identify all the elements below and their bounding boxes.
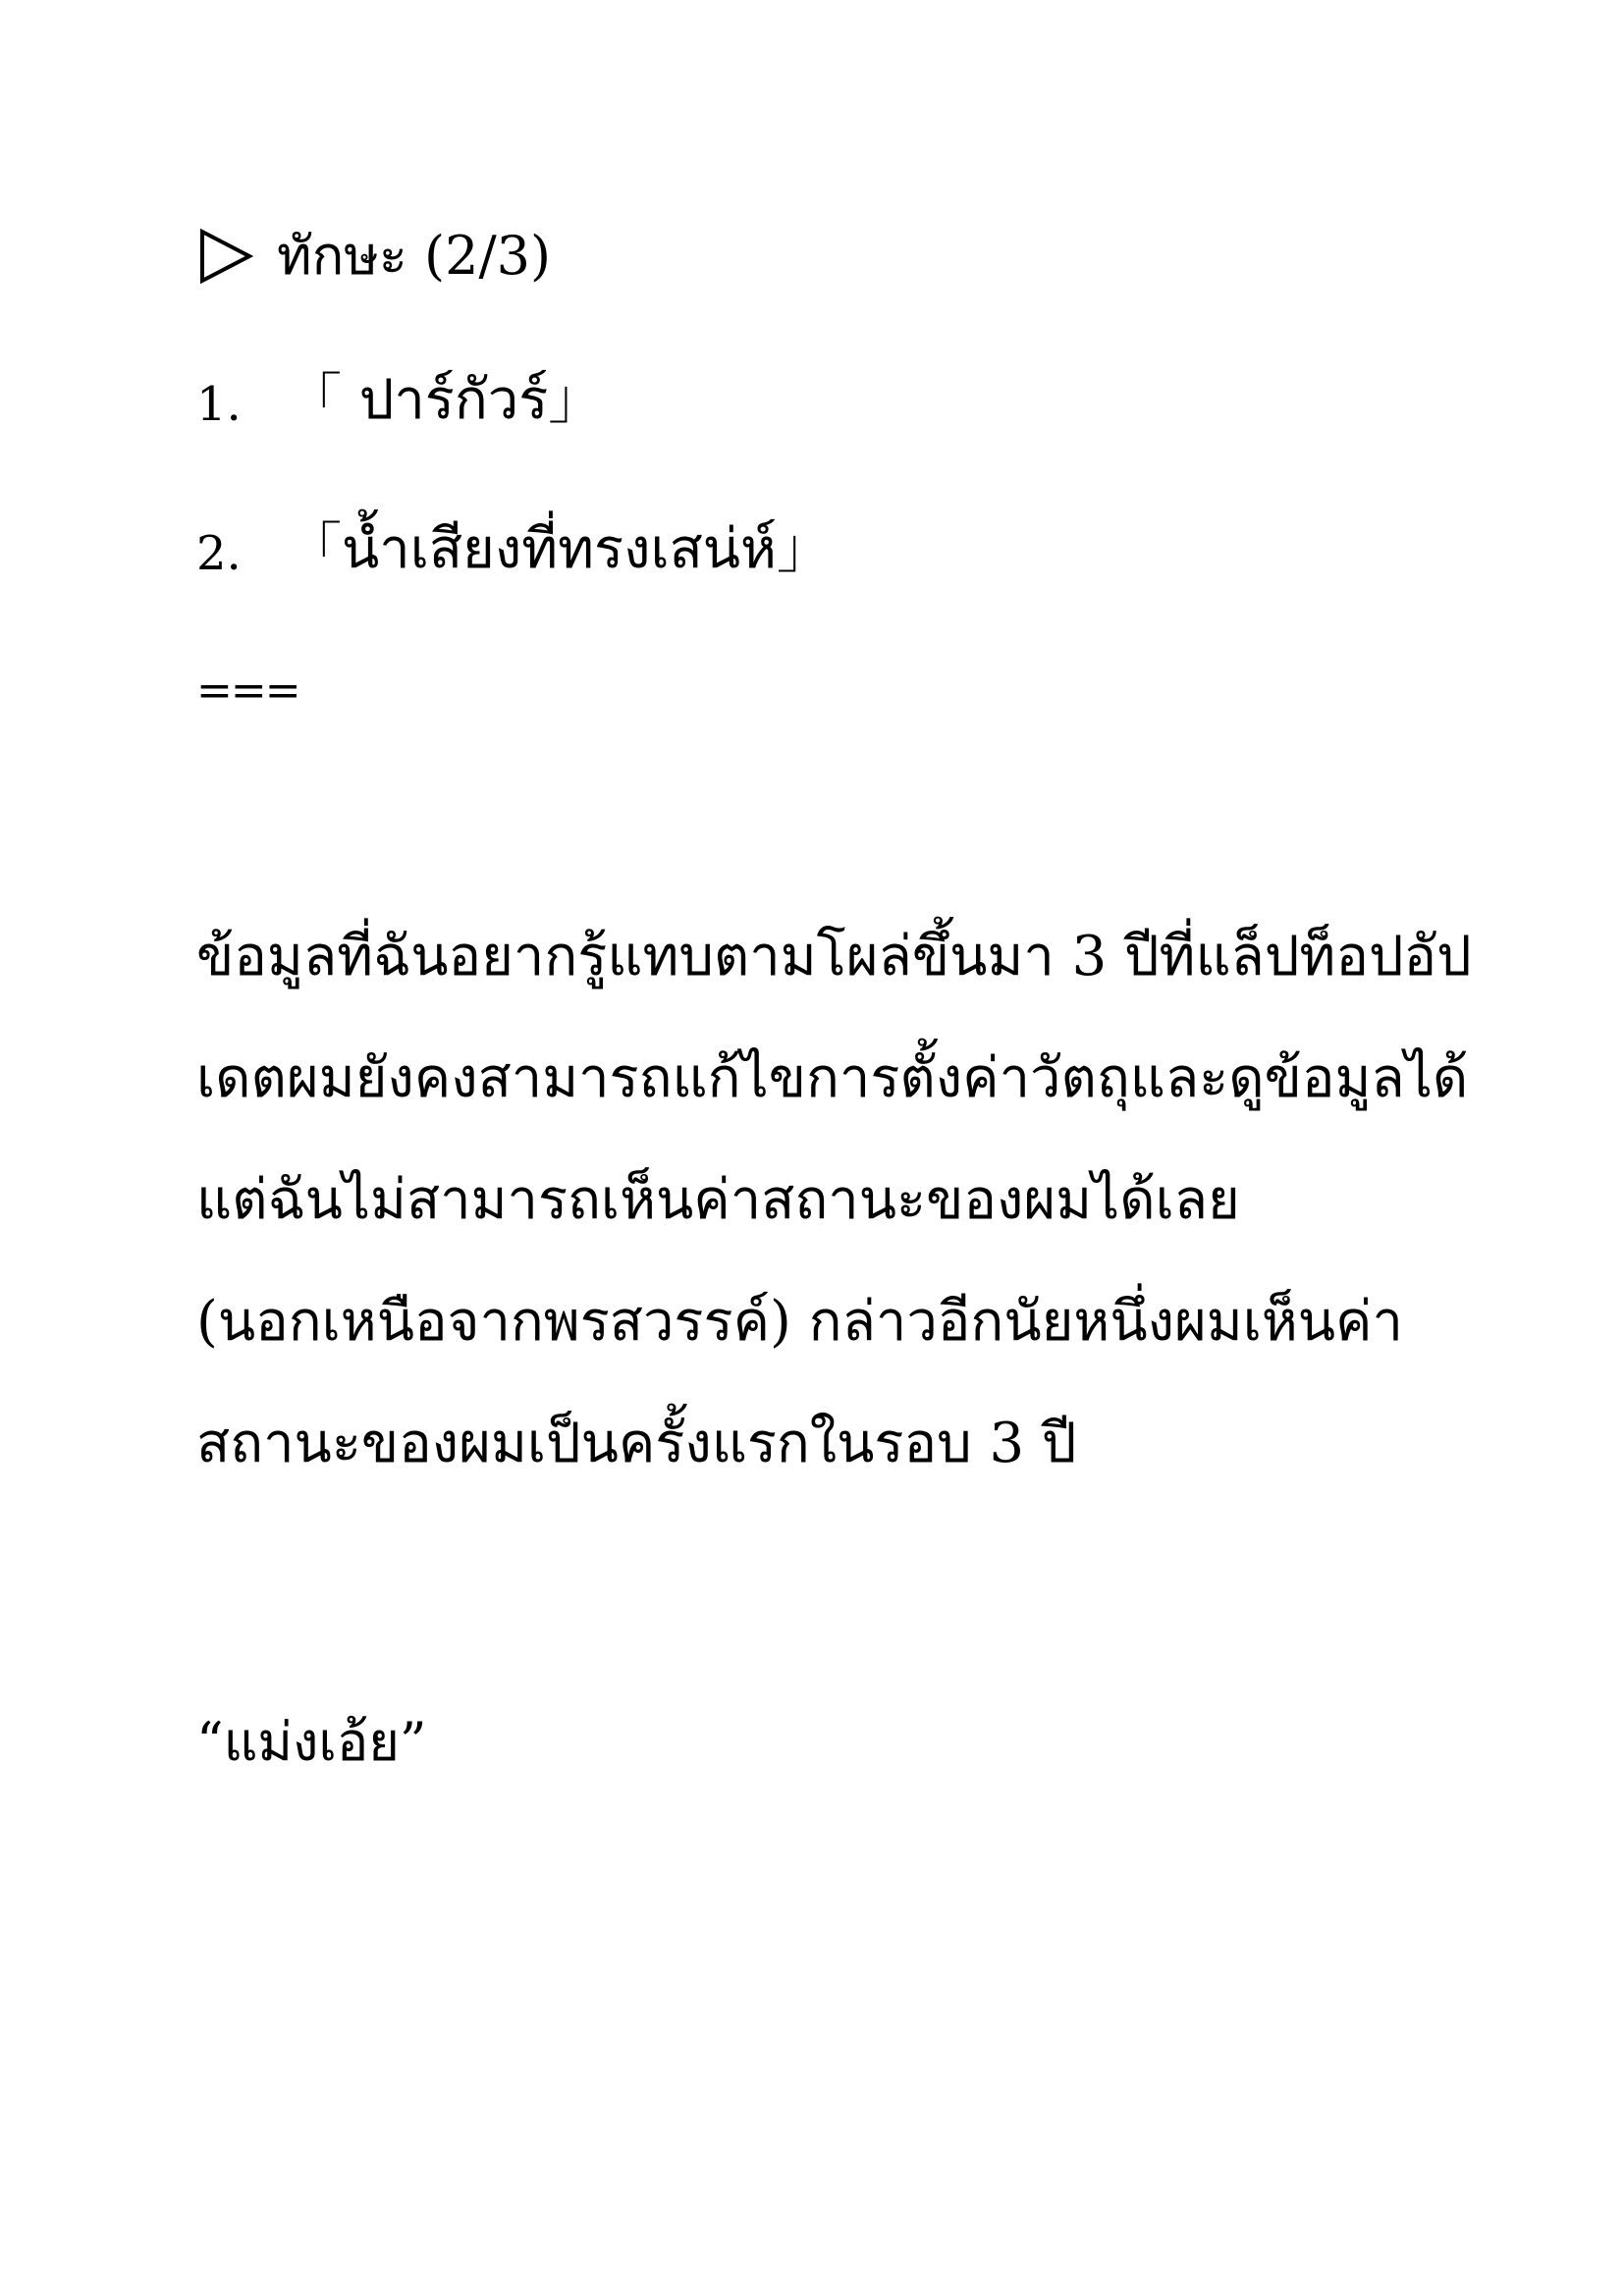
body-paragraph xyxy=(196,925,1472,1536)
skill-name: 「 ปาร์กัวร์」 xyxy=(287,368,604,432)
list-number: 1. xyxy=(196,377,242,432)
section-heading xyxy=(196,225,552,287)
paragraph-line: เดตผมยังคงสามารถแก้ไขการตั้งค่าวัตถุและดูข้อมูลได้ xyxy=(196,1046,1469,1110)
heading-text: ทักษะ (2/3) xyxy=(277,225,552,287)
skill-item xyxy=(196,368,604,432)
section-separator: === xyxy=(196,666,299,716)
paragraph-line: แต่ฉันไม่สามารถเห็นค่าสถานะของผมได้เลย xyxy=(196,1168,1240,1232)
skill-name: 「น้ำเสียงที่ทรงเสน่ห์」 xyxy=(287,517,832,581)
paragraph-line: ข้อมูลที่ฉันอยากรู้แทบตามโผล่ขึ้นมา 3 ปีที่แล็ปท็อปอัป xyxy=(196,925,1472,988)
dialogue-quote: “แม่งเอ้ย” xyxy=(196,1711,427,1773)
skill-item xyxy=(196,517,832,581)
paragraph-line: สถานะของผมเป็นครั้งแรกในรอบ 3 ปี xyxy=(196,1412,1077,1475)
list-number: 2. xyxy=(196,526,242,581)
play-triangle-outline-icon xyxy=(196,228,253,285)
paragraph-line: (นอกเหนือจากพรสวรรค์) กล่าวอีกนัยหนึ่งผมเห็นค่า xyxy=(196,1290,1403,1354)
